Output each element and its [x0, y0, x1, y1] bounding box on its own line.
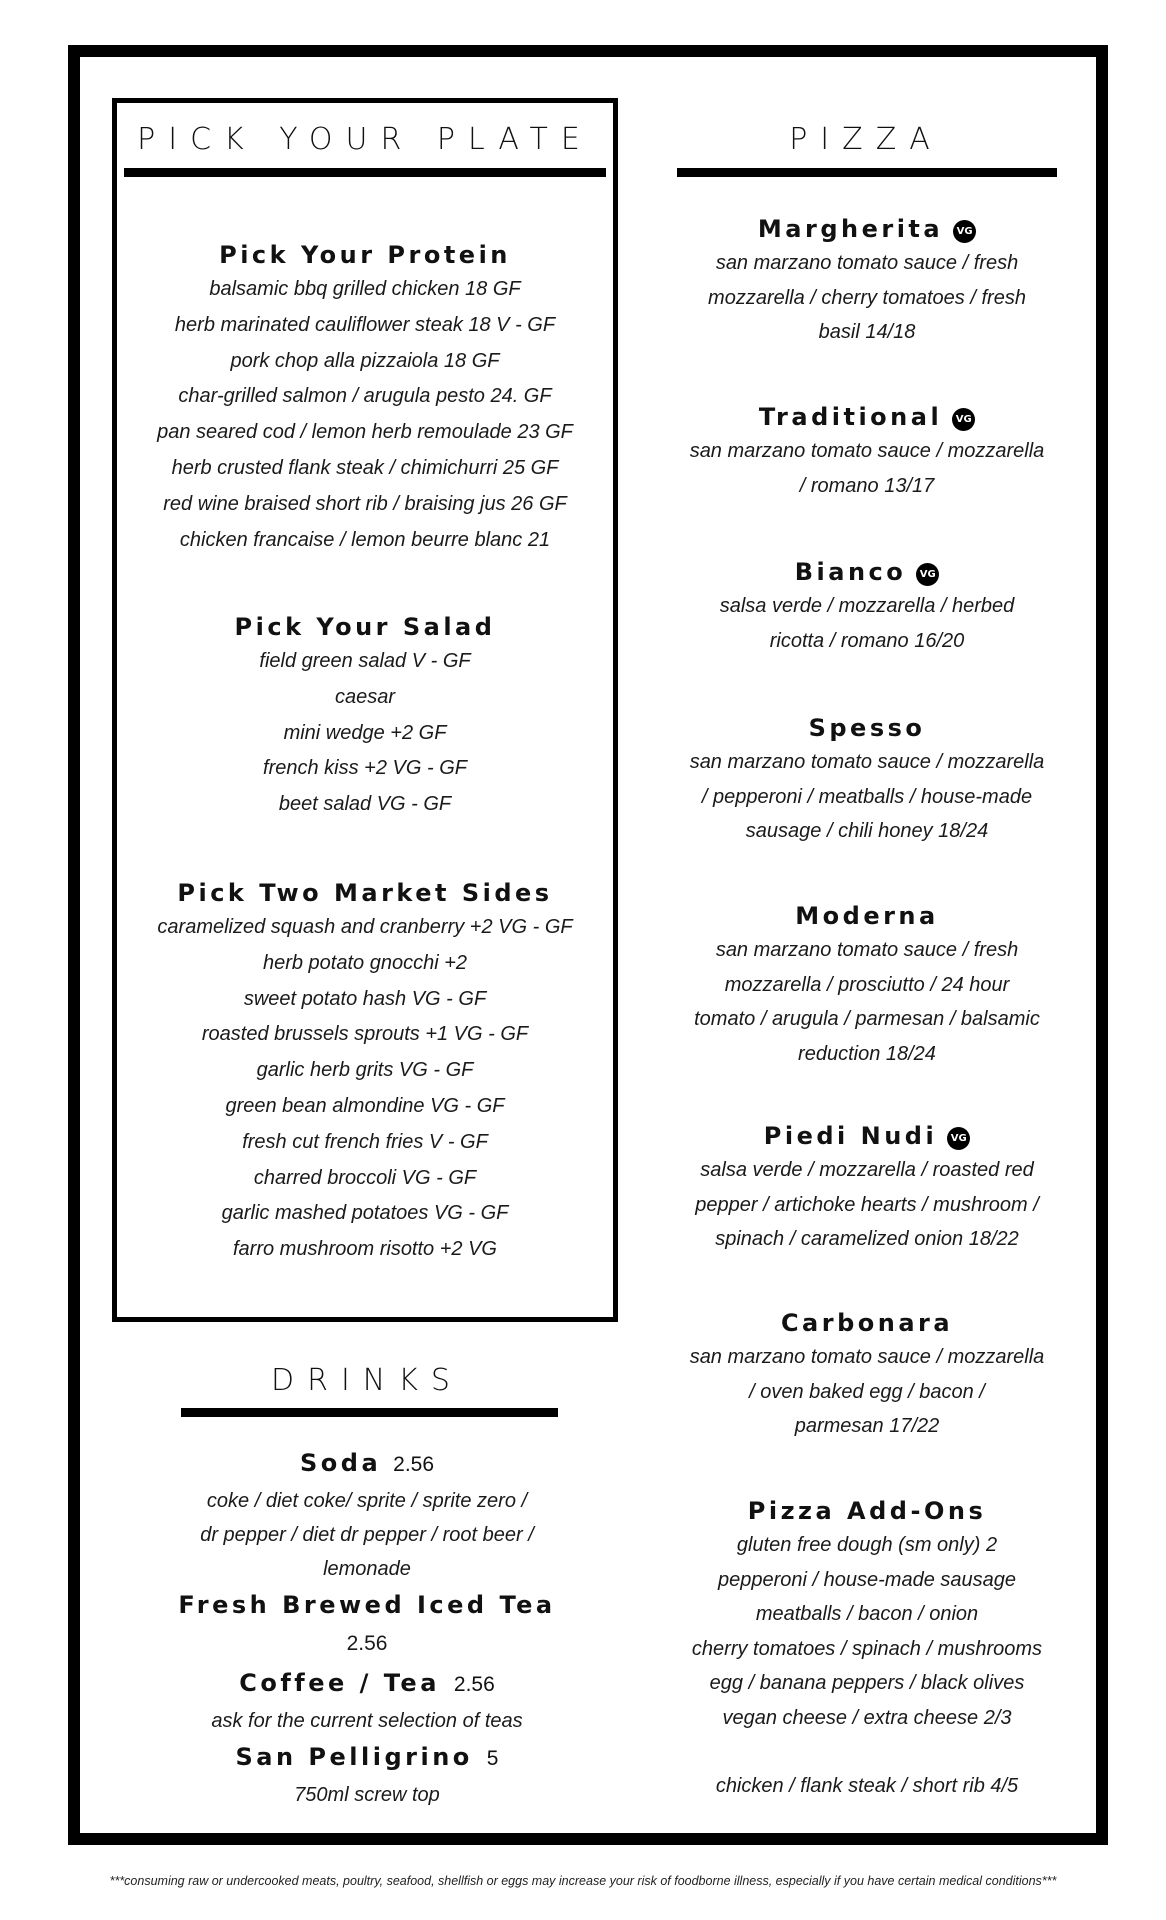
pizza-name-text: Piedi Nudi: [763, 1122, 938, 1150]
salad-section: [124, 610, 606, 823]
sides-heading: Pick Two Market Sides: [177, 879, 553, 907]
add-on-line: vegan cheese / extra cheese 2/3: [722, 1706, 1012, 1729]
coffee-heading: [150, 1664, 584, 1704]
pizza-name: Spesso: [808, 714, 926, 742]
sides-section: [124, 876, 606, 1268]
list-item: roasted brussels sprouts +1 VG - GF: [201, 1023, 529, 1046]
list-item: sweet potato hash VG - GF: [243, 987, 487, 1010]
list-item: herb potato gnocchi +2: [262, 951, 468, 974]
pizza-desc: san marzano tomato sauce / mozzarella: [689, 440, 1045, 462]
coffee-name: Coffee / Tea: [239, 1669, 440, 1697]
list-item: caramelized squash and cranberry +2 VG - GF: [157, 916, 573, 938]
iced-tea-price: 2.56: [346, 1632, 388, 1655]
pizza-desc: mozzarella / prosciutto / 24 hour: [724, 973, 1010, 996]
pizza-piedi-nudi: [666, 1119, 1068, 1257]
vg-badge-icon: VG: [947, 1127, 970, 1150]
list-item: green bean almondine VG - GF: [225, 1094, 505, 1117]
pellegrino-price: 5: [486, 1747, 499, 1770]
pizza-traditional: [666, 400, 1068, 503]
add-on-line: pepperoni / house-made sausage: [718, 1568, 1016, 1591]
pizza-moderna: [666, 899, 1068, 1071]
add-ons-heading: Pizza Add-Ons: [747, 1497, 987, 1525]
drinks-section: [150, 1444, 584, 1812]
pizza-desc: parmesan 17/22: [794, 1415, 940, 1437]
salad-heading: Pick Your Salad: [234, 613, 496, 641]
pizza-desc: spinach / caramelized onion 18/22: [715, 1228, 1019, 1250]
pizza-name-text: Traditional: [758, 403, 943, 431]
pizza-desc: sausage / chili honey 18/24: [745, 820, 989, 842]
pizza-desc: reduction 18/24: [798, 1042, 936, 1065]
plate-title-rule: [124, 168, 606, 177]
list-item: caesar: [334, 685, 396, 708]
list-item: beet salad VG - GF: [278, 793, 452, 816]
food-safety-disclaimer: ***consuming raw or undercooked meats, poultry, seafood, shellfish or eggs may increase your risk of foodborne illness, especially if you have certain medical conditions***: [109, 1874, 1057, 1888]
soda-name: Soda: [299, 1449, 382, 1477]
list-item: herb crusted flank steak / chimichurri 25 GF: [171, 456, 559, 479]
iced-tea-heading: Fresh Brewed Iced Tea: [178, 1591, 556, 1619]
add-on-extra: chicken / flank steak / short rib 4/5: [715, 1775, 1019, 1797]
coffee-line: ask for the current selection of teas: [211, 1710, 523, 1732]
coffee-price: 2.56: [453, 1673, 495, 1696]
pizza-desc: / oven baked egg / bacon /: [749, 1380, 985, 1403]
list-item: french kiss +2 VG - GF: [263, 757, 467, 780]
vg-badge-icon: VG: [952, 408, 975, 431]
pizza-carbonara: [666, 1306, 1068, 1444]
pizza-name-text: Margherita: [757, 215, 944, 243]
list-item: charred broccoli VG - GF: [253, 1166, 477, 1189]
soda-line: lemonade: [323, 1558, 411, 1580]
protein-heading: Pick Your Protein: [219, 241, 511, 269]
pizza-desc: san marzano tomato sauce / mozzarella: [689, 1346, 1045, 1368]
pizza-name: [666, 212, 1068, 246]
pizza-name: [666, 1119, 1068, 1153]
pizza-desc: salsa verde / mozzarella / roasted red: [700, 1159, 1034, 1181]
pizza-desc: san marzano tomato sauce / fresh: [715, 939, 1019, 961]
pizza-name-text: Bianco: [794, 558, 907, 586]
vg-badge-icon: VG: [916, 563, 939, 586]
pellegrino-name: San Pelligrino: [235, 1743, 473, 1771]
pizza-add-ons: [666, 1494, 1068, 1804]
list-item: char-grilled salmon / arugula pesto 24. GF: [178, 385, 552, 408]
pizza-name: Carbonara: [780, 1309, 954, 1337]
salad-list: [124, 644, 606, 823]
pizza-margherita: [666, 212, 1068, 350]
list-item: mini wedge +2 GF: [283, 721, 447, 744]
pizza-title: PIZZA: [789, 122, 943, 157]
vg-badge-icon: VG: [953, 220, 976, 243]
list-item: red wine braised short rib / braising jus 26 GF: [163, 492, 567, 515]
pick-your-plate-title: PICK YOUR PLATE: [137, 122, 593, 157]
soda-line: coke / diet coke/ sprite / sprite zero /: [206, 1490, 528, 1512]
add-on-line: meatballs / bacon / onion: [755, 1603, 979, 1625]
pizza-title-rule: [677, 168, 1057, 177]
list-item: garlic herb grits VG - GF: [256, 1059, 474, 1082]
list-item: garlic mashed potatoes VG - GF: [221, 1202, 509, 1225]
protein-list: [124, 272, 606, 558]
drinks-title: DRINKS: [271, 1363, 463, 1398]
protein-section: [124, 238, 606, 558]
pizza-desc: / pepperoni / meatballs / house-made: [701, 785, 1033, 808]
pizza-desc: mozzarella / cherry tomatoes / fresh: [708, 286, 1026, 309]
sides-list: [124, 910, 606, 1268]
soda-price: 2.56: [393, 1453, 435, 1476]
list-item: herb marinated cauliflower steak 18 V - GF: [174, 313, 556, 336]
list-item: pan seared cod / lemon herb remoulade 23 GF: [157, 421, 573, 444]
pizza-bianco: [666, 555, 1068, 658]
pizza-name: Moderna: [795, 902, 939, 930]
list-item: chicken francaise / lemon beurre blanc 21: [179, 528, 551, 551]
pizza-desc: pepper / artichoke hearts / mushroom /: [695, 1193, 1039, 1216]
drinks-title-rule: [181, 1408, 558, 1417]
list-item: balsamic bbq grilled chicken 18 GF: [209, 278, 521, 300]
add-on-line: cherry tomatoes / spinach / mushrooms: [691, 1637, 1043, 1660]
list-item: farro mushroom risotto +2 VG: [233, 1238, 497, 1261]
list-item: field green salad V - GF: [259, 650, 471, 672]
add-on-line: egg / banana peppers / black olives: [709, 1672, 1025, 1694]
pizza-spesso: [666, 711, 1068, 849]
pizza-desc: basil 14/18: [818, 321, 916, 343]
soda-line: dr pepper / diet dr pepper / root beer /: [200, 1524, 534, 1546]
pizza-desc: san marzano tomato sauce / mozzarella: [689, 751, 1045, 773]
pizza-desc: salsa verde / mozzarella / herbed: [719, 595, 1015, 617]
pizza-desc: ricotta / romano 16/20: [769, 629, 965, 652]
list-item: fresh cut french fries V - GF: [242, 1130, 488, 1153]
pellegrino-heading: [150, 1738, 584, 1778]
add-on-line: gluten free dough (sm only) 2: [736, 1534, 998, 1556]
list-item: pork chop alla pizzaiola 18 GF: [230, 349, 500, 372]
pizza-desc: tomato / arugula / parmesan / balsamic: [694, 1008, 1040, 1030]
soda-heading: [150, 1444, 584, 1484]
pizza-name: [666, 555, 1068, 589]
pizza-desc: san marzano tomato sauce / fresh: [715, 252, 1019, 274]
pellegrino-line: 750ml screw top: [294, 1784, 440, 1806]
pizza-desc: / romano 13/17: [799, 474, 935, 497]
pizza-name: [666, 400, 1068, 434]
